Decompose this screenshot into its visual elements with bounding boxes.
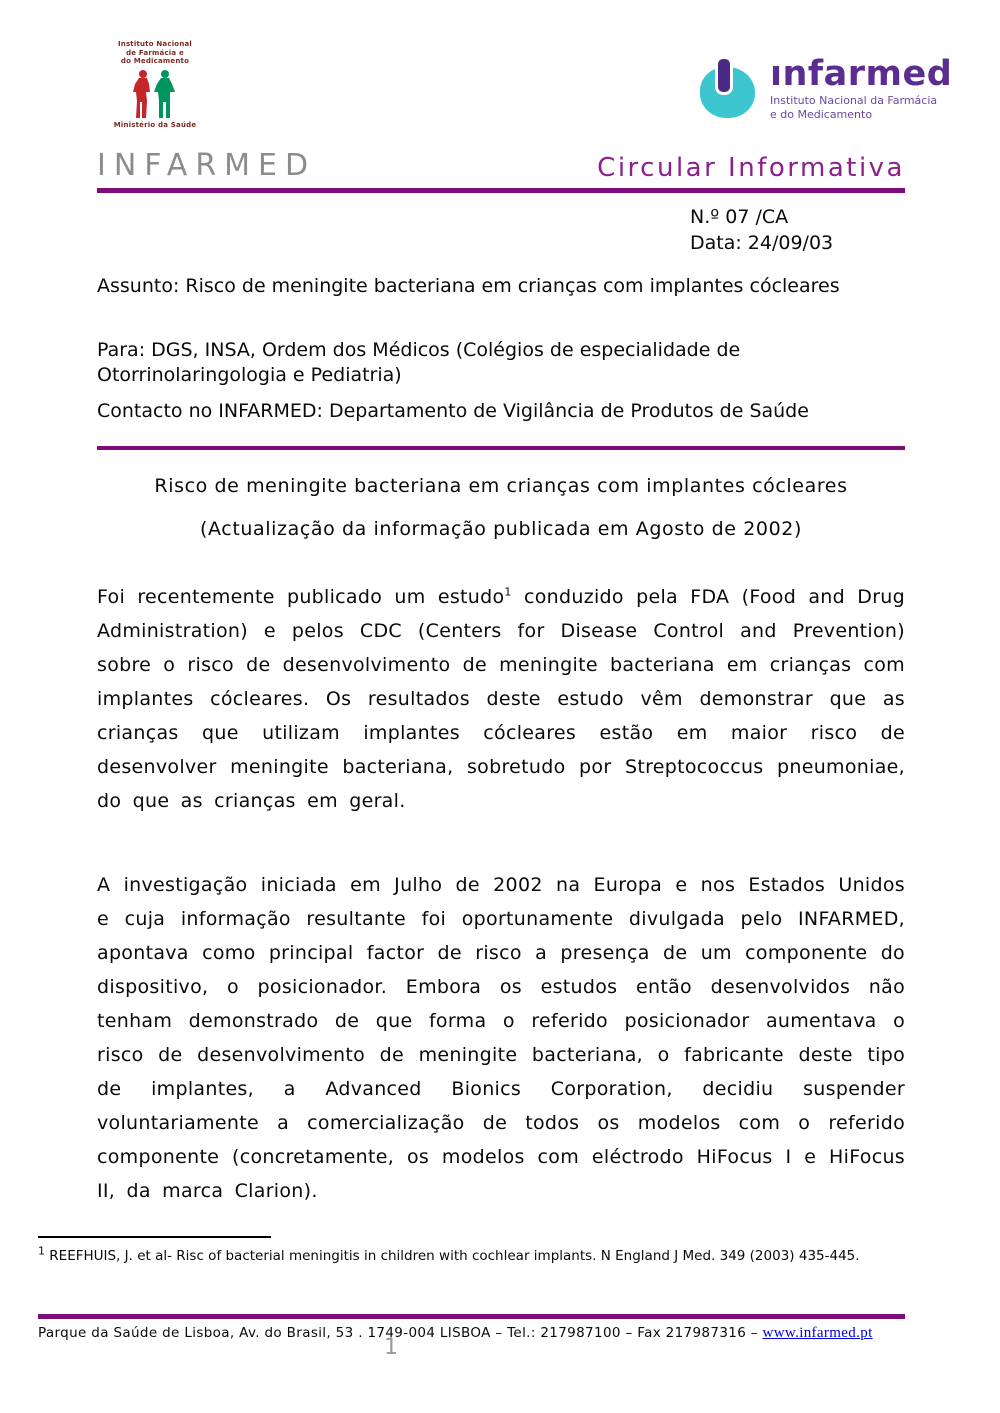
infarmed-logo-text — [770, 56, 952, 121]
document-title: Risco de meningite bacteriana em crianças com implantes cócleares — [154, 475, 848, 497]
logo-purple-pen — [715, 56, 733, 95]
infarmed-wordmark: ınfarmed — [770, 54, 953, 94]
seal-caption-line: de Farmácia e — [126, 48, 184, 57]
footnote-text: REEFHUIS, J. et al- Risc of bacterial meningitis in children with cochlear implants. N England J Med. 349 (2003) 435-445. — [45, 1248, 860, 1264]
seal-caption-line: do Medicamento — [120, 57, 190, 65]
footer-rule — [38, 1314, 905, 1319]
footnote — [38, 1242, 916, 1270]
masthead — [97, 148, 905, 193]
infarmed-caption-line: e do Medicamento — [770, 107, 873, 121]
assunto-line: Assunto: Risco de meningite bacteriana em crianças com implantes cócleares — [97, 275, 840, 297]
section-divider-rule — [97, 446, 905, 450]
masthead-org-title: INFARMED — [97, 148, 317, 183]
circular-date: Data: 24/09/03 — [690, 231, 834, 254]
seal-caption-bottom: Ministério da Saúde — [113, 120, 197, 129]
circular-number: N.º 07 /CA — [690, 206, 789, 228]
paragraph-1-text: conduzido pela FDA (Food and Drug Administration) e pelos CDC (Centers for Disease Control and Prevention) sobre o risco de desenvolvimento de meningite bacteriana em crianças com implantes cócleares. Os resultados deste estudo vêm demonstrar que as crianças que utilizam implantes cócleares estão em maior risco de desenvolver meningite bacteriana, sobretudo por Streptococcus pneumoniae, do que as crianças em geral. — [97, 586, 906, 812]
masthead-doc-type: Circular Informativa — [597, 153, 905, 183]
page-number: 1 — [384, 1335, 398, 1360]
paragraph-2: A investigação iniciada em Julho de 2002 na Europa e nos Estados Unidos e cuja informação resultante foi oportunamente divulgada pelo INFARMED, apontava como principal factor de risco a presença de um componente do dispositivo, o posicionador. Embora os estudos então desenvolvidos não tenham demonstrado de que forma o referido posicionador aumentava o risco de desenvolvimento de meningite bacteriana, o fabricante deste tipo de implantes, a Advanced Bionics Corporation, decidiu suspender voluntariamente a comercialização de todos os modelos com o referido componente (concretamente, os modelos com eléctrodo HiFocus I e HiFocus II, da marca Clarion). — [97, 874, 905, 1202]
infarmed-logo — [700, 56, 952, 121]
footnote-separator — [38, 1236, 271, 1238]
two-figures-icon — [128, 69, 182, 119]
para-line: Para: DGS, INSA, Ordem dos Médicos (Colégios de especialidade de Otorrinolaringologia e Pediatria) — [97, 338, 741, 386]
infarmed-caption — [770, 94, 952, 121]
document-body — [97, 205, 905, 1208]
paragraph-1 — [97, 580, 905, 818]
contacto-line: Contacto no INFARMED: Departamento de Vigilância de Produtos de Saúde — [97, 399, 809, 422]
paragraph-1-text: Foi recentemente publicado um estudo — [97, 586, 505, 608]
reference-block — [690, 205, 905, 256]
footer-address — [38, 1325, 938, 1342]
infarmed-caption-line: Instituto Nacional da Farmácia — [770, 94, 938, 107]
seal-caption-top — [93, 40, 217, 66]
infarmed-logo-icon — [700, 56, 762, 120]
seal-caption-line: Instituto Nacional — [117, 40, 193, 48]
footer-address-text: Parque da Saúde de Lisboa, Av. do Brasil, 53 . 1749-004 LISBOA – Tel.: 217987100 – Fax 217987316 – — [38, 1325, 763, 1341]
infarmed-website-link[interactable]: www.infarmed.pt — [762, 1325, 873, 1341]
footnote-reference-marker: 1 — [504, 585, 512, 599]
ministry-seal — [93, 40, 217, 129]
document-subtitle: (Actualização da informação publicada em Agosto de 2002) — [200, 517, 802, 540]
footnote-number: 1 — [38, 1244, 45, 1258]
